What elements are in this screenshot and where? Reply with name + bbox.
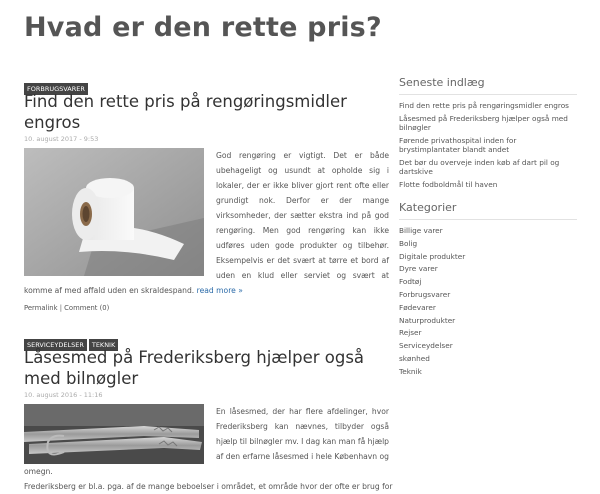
post-article [24, 76, 389, 312]
post-article [24, 332, 393, 494]
post-date: 10. august 2017 - 9:53 [24, 135, 99, 143]
category-link[interactable]: Fodtøj [399, 277, 422, 287]
recent-post-link[interactable]: Førende privathospital inden for brystimplantater blandt andet [399, 135, 517, 154]
toilet-paper-thumbnail[interactable] [24, 148, 204, 276]
category-link[interactable]: Teknik [399, 366, 422, 376]
category-tag[interactable]: FORBRUGSVARER [24, 83, 88, 95]
post-meta [24, 304, 389, 312]
widget-title: Seneste indlæg [399, 76, 577, 95]
permalink-link[interactable]: Permalink [24, 304, 58, 312]
meta-separator: | [59, 304, 62, 312]
category-link[interactable]: Bolig [399, 238, 418, 248]
sidebar [399, 76, 577, 388]
category-link[interactable]: Fødevarer [399, 302, 436, 312]
category-link[interactable]: Serviceydelser [399, 341, 453, 351]
keys-thumbnail[interactable] [24, 404, 204, 464]
post-categories [24, 76, 389, 93]
widget-title: Kategorier [399, 201, 577, 220]
main-content [24, 76, 393, 494]
post-excerpt-continuation: Frederiksberg er bl.a. pga. af de mange beboelser i området, et område hvor der ofte er brug for [24, 482, 393, 491]
category-link[interactable]: Dyre varer [399, 264, 438, 274]
post-title[interactable]: Låsesmed på Frederiksberg hjælper også med bilnøgler [24, 348, 365, 388]
recent-post-link[interactable]: Flotte fodboldmål til haven [399, 179, 498, 189]
categories-widget [399, 201, 577, 376]
site-title[interactable]: Hvad er den rette pris? [24, 12, 382, 43]
recent-post-link[interactable]: Låsesmed på Frederiksberg hjælper også med bilnøgler [399, 113, 568, 132]
post-excerpt: God rengøring er vigtigt. Det er både ubehageligt og usundt at opholde sig i lokaler, der er ikke bliver gjort rent ofte eller grundigt nok. Derfor er der mange virksomheder, der sætter ekstra ind på god rengøring. Men god rengøring kan ikke udføres uden gode produkter og tilbehør. Eksempelvis er det svært at tørre et bord af uden en klud eller serviet og svært at komme af med affald uden en skraldespand. [24, 151, 389, 295]
category-link[interactable]: Rejser [399, 328, 422, 338]
recent-post-link[interactable]: Det bør du overveje inden køb af dart pil og dartskive [399, 157, 560, 176]
post-excerpt: En låsesmed, der har flere afdelinger, hvor Frederiksberg kan nævnes, tilbyder også hjælp til bilnøgler mv. I dag kan man få hjælp af den erfarne låsesmed i hele København og omegn. [24, 407, 389, 476]
category-link[interactable]: Forbrugsvarer [399, 289, 451, 299]
category-tag[interactable]: SERVICEYDELSER [24, 339, 87, 351]
post-title[interactable]: Find den rette pris på rengøringsmidler engros [24, 92, 347, 132]
post-date: 10. august 2016 - 11:16 [24, 391, 103, 399]
read-more-link[interactable]: read more » [196, 286, 243, 295]
recent-posts-widget [399, 76, 577, 189]
comments-link[interactable]: Comment (0) [64, 304, 110, 312]
recent-post-link[interactable]: Find den rette pris på rengøringsmidler engros [399, 101, 569, 110]
category-link[interactable]: Billige varer [399, 226, 443, 235]
category-link[interactable]: Naturprodukter [399, 315, 456, 325]
category-tag[interactable]: TEKNIK [89, 339, 118, 351]
post-categories [24, 332, 389, 349]
category-link[interactable]: Digitale produkter [399, 251, 466, 261]
category-link[interactable]: skønhed [399, 353, 430, 363]
